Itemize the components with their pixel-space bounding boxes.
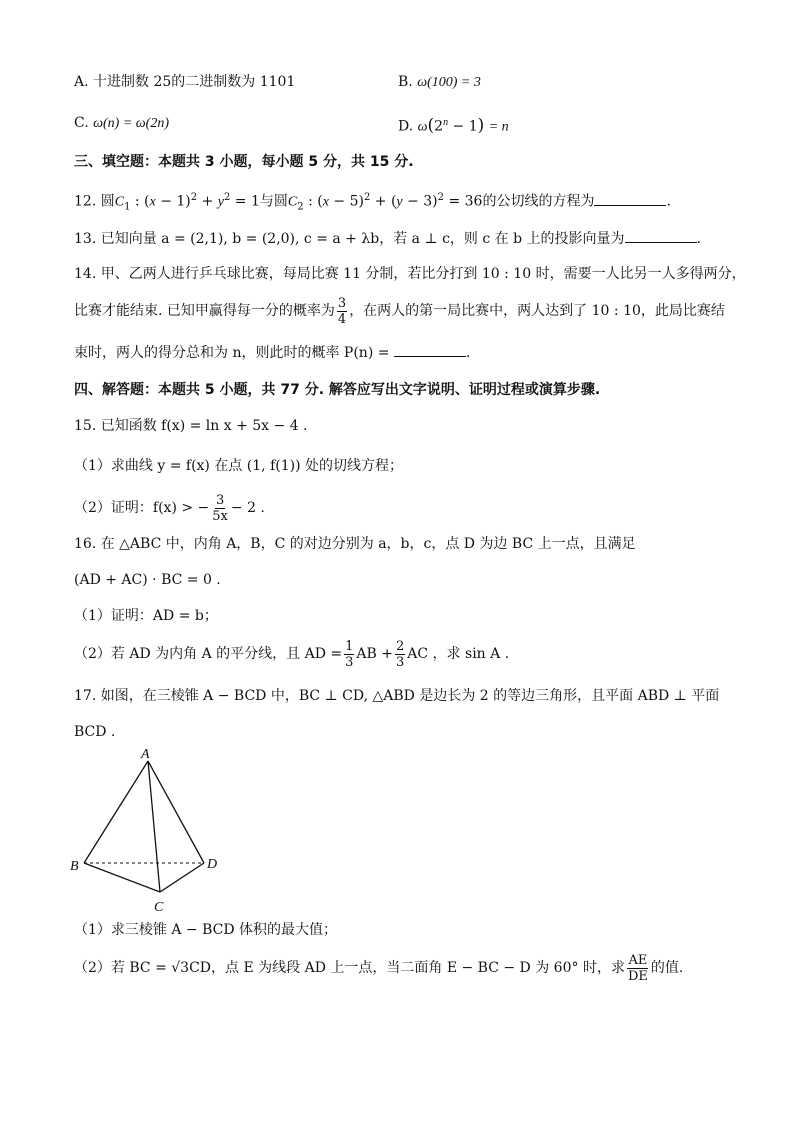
- question-14-line3: [74, 342, 470, 363]
- edge-cd: [160, 863, 204, 892]
- q17-part2a: （2）若 BC = √3CD，点 E 为线段 AD 上一点，当二面角 E − BC − D 为 60° 时，求: [74, 960, 625, 976]
- q13-answer-blank[interactable]: [625, 228, 697, 243]
- q16-f1-num: 1: [345, 638, 354, 654]
- edge-bc: [84, 863, 160, 892]
- option-b-expr: ω(100) = 3: [417, 75, 481, 90]
- q17-fraction: [627, 953, 649, 984]
- q16-f1-den: 3: [345, 654, 354, 670]
- q17-frac-num: AE: [628, 952, 648, 968]
- q15-part2a: （2）证明：f(x) > −: [74, 500, 210, 516]
- q14-line2a: 比赛才能结束. 已知甲赢得每一分的概率为: [74, 303, 335, 319]
- q16-f2-num: 2: [396, 638, 405, 654]
- question-12: 12. 圆$C_1$ : $(x - 1)^2 + y^2 = 1$与圆$C_2$ : $(x - 5)^2 + (y - 3)^2 = 36$的公切线的方程为 .: [74, 192, 671, 213]
- q15-part2b: − 2 .: [230, 500, 265, 516]
- section-fill-in-heading: 三、填空题：本题共 3 小题，每小题 5 分，共 15 分.: [74, 154, 414, 170]
- option-c: [74, 113, 169, 134]
- q14-fraction: [337, 296, 347, 327]
- q12-text-b: 与圆: [259, 193, 288, 210]
- question-15-part1: （1）求曲线 y = f(x) 在点 (1, f(1)) 处的切线方程；: [74, 458, 403, 474]
- question-17-part1: （1）求三棱锥 A − BCD 体积的最大值；: [74, 922, 338, 938]
- question-15-part2: [74, 490, 265, 526]
- q13-end: .: [696, 231, 701, 247]
- q14-frac-den: 4: [337, 311, 347, 327]
- q15-fraction: [211, 493, 229, 524]
- edge-ab: [84, 761, 148, 863]
- q12-text-a: 圆: [100, 193, 115, 210]
- q15-frac-den: 5x: [212, 508, 228, 524]
- question-14-line2: [74, 294, 725, 328]
- q12-answer-blank[interactable]: [594, 191, 666, 206]
- q15-frac-num: 3: [215, 492, 225, 508]
- option-b-label: B.: [398, 74, 413, 90]
- option-d-expr-pre: ω: [417, 119, 428, 135]
- section-solution-heading: 四、解答题：本题共 5 小题，共 77 分. 解答应写出文字说明、证明过程或演算步骤.: [74, 382, 601, 398]
- question-17-stem-2: BCD .: [74, 724, 116, 740]
- vertex-label-d: D: [207, 857, 218, 872]
- question-16-part2: [74, 636, 509, 672]
- q13-text: 已知向量 a = (2,1), b = (2,0), c = a + λb，若 a ⊥ c，则 c 在 b 上的投影向量为: [100, 231, 625, 247]
- q14-answer-blank[interactable]: [394, 342, 466, 357]
- q16-f2-den: 3: [396, 654, 405, 670]
- q12-text-c: 的公切线的方程为: [482, 193, 595, 210]
- q14-line3: 束时，两人的得分总和为 n，则此时的概率 P(n) =: [74, 345, 390, 361]
- option-c-expr: ω(n) = ω(2n): [93, 116, 169, 131]
- tetrahedron-figure: [64, 745, 234, 915]
- q13-number: 13.: [74, 231, 97, 247]
- vertex-label-b: B: [70, 859, 79, 874]
- option-d-label: D.: [398, 118, 414, 135]
- option-c-label: C.: [74, 115, 89, 131]
- q14-end: .: [465, 345, 471, 361]
- option-d: D. $\omega(2^n - 1) = n$: [398, 115, 509, 136]
- question-14-line1: 14. 甲、乙两人进行乒乓球比赛，每局比赛 11 分制，若比分打到 10 : 10 时，需要一人比另一人多得两分，: [74, 266, 746, 282]
- q16-part2b: AB +: [356, 646, 393, 662]
- q16-fraction-1: [344, 639, 354, 670]
- q17-frac-den: DE: [627, 968, 648, 984]
- q12-end: .: [666, 193, 671, 210]
- question-15-stem: 15. 已知函数 f(x) = ln x + 5x − 4 .: [74, 418, 308, 434]
- question-13: [74, 228, 701, 249]
- q16-part2c: AC ，求 sin A .: [407, 646, 510, 662]
- q16-fraction-2: [395, 639, 405, 670]
- question-17-part2: [74, 950, 683, 986]
- question-16-stem: 16. 在 △ABC 中，内角 A，B，C 的对边分别为 a，b，c，点 D 为边 BC 上一点，且满足: [74, 536, 636, 552]
- option-b: [398, 72, 481, 93]
- option-a: A. 十进制数 25的二进制数为 1101: [74, 74, 296, 90]
- q14-frac-num: 3: [337, 295, 347, 311]
- question-17-stem-1: 17. 如图，在三棱锥 A − BCD 中，BC ⊥ CD, △ABD 是边长为 2 的等边三角形，且平面 ABD ⊥ 平面: [74, 688, 720, 704]
- q14-line2b: ，在两人的第一局比赛中，两人达到了 10 : 10，此局比赛结: [349, 303, 725, 319]
- q16-part2a: （2）若 AD 为内角 A 的平分线，且 AD =: [74, 646, 343, 662]
- q12-number: 12.: [74, 193, 97, 210]
- question-16-condition: (AD + AC) · BC = 0 .: [74, 572, 221, 588]
- option-d-expr-post: = n: [488, 119, 509, 135]
- vertex-label-a: A: [141, 747, 150, 762]
- vertex-label-c: C: [154, 900, 164, 915]
- question-16-part1: （1）证明：AD = b；: [74, 608, 218, 624]
- q17-part2b: 的值.: [650, 960, 684, 976]
